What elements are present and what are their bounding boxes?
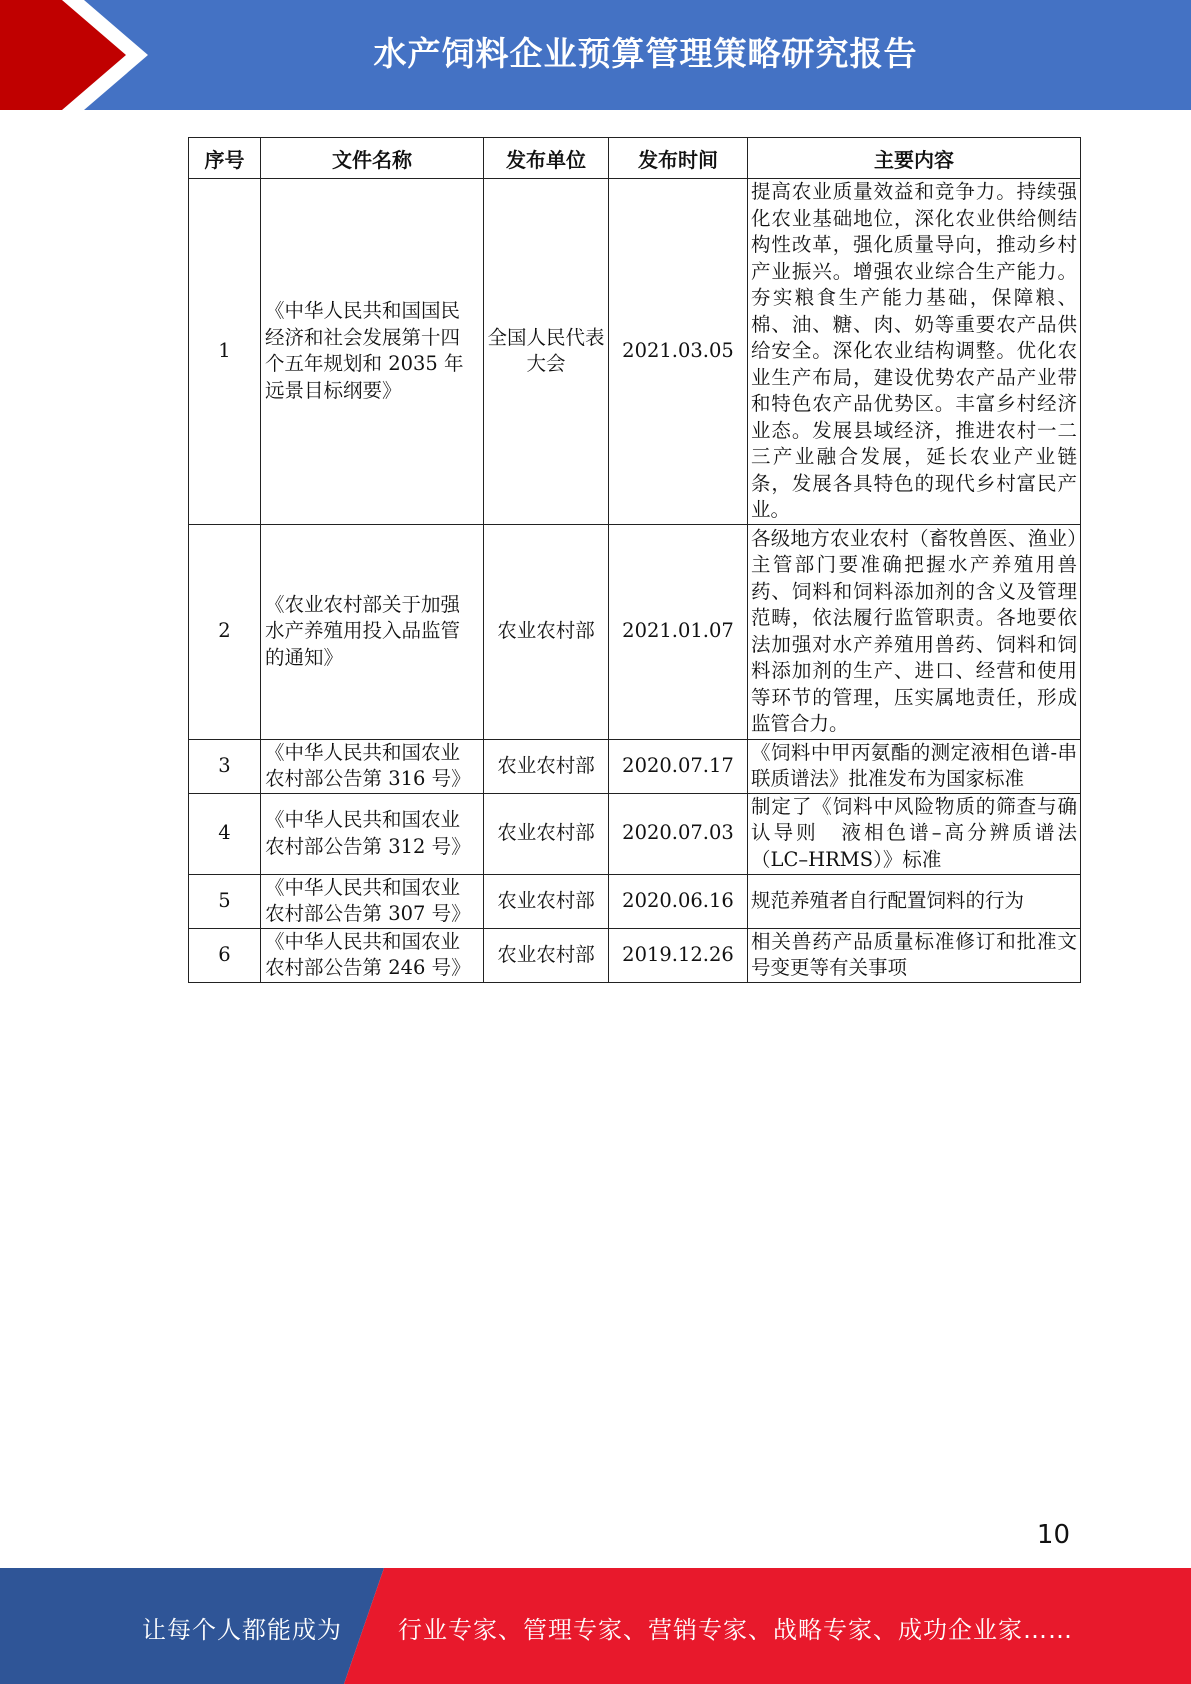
page-footer (0, 1568, 1191, 1684)
footer-slogan-left: 让每个人都能成为 (142, 1616, 342, 1644)
table-row (189, 524, 1081, 739)
policy-table-container (188, 137, 1080, 983)
document-name: 《中华人民共和国农业农村部公告第 246 号》 (261, 928, 484, 982)
column-header-name: 文件名称 (261, 138, 484, 179)
main-content: 制定了《饲料中风险物质的筛查与确认导则 液相色谱–高分辨质谱法（LC–HRMS）》标准 (748, 793, 1081, 874)
issuing-unit: 全国人民代表大会 (484, 179, 609, 525)
issuing-unit: 农业农村部 (484, 793, 609, 874)
issue-date: 2021.01.07 (609, 524, 748, 739)
column-header-content: 主要内容 (748, 138, 1081, 179)
main-content: 相关兽药产品质量标准修订和批准文号变更等有关事项 (748, 928, 1081, 982)
column-header-unit: 发布单位 (484, 138, 609, 179)
document-name: 《中华人民共和国农业农村部公告第 307 号》 (261, 874, 484, 928)
table-row (189, 179, 1081, 525)
document-name: 《中华人民共和国农业农村部公告第 316 号》 (261, 739, 484, 793)
issuing-unit: 农业农村部 (484, 524, 609, 739)
page-number: 10 (1036, 1520, 1070, 1550)
table-row (189, 793, 1081, 874)
page-header (0, 0, 1191, 110)
main-content: 各级地方农业农村（畜牧兽医、渔业）主管部门要准确把握水产养殖用兽药、饲料和饲料添加剂的含义及管理范畴，依法履行监管职责。各地要依法加强对水产养殖用兽药、饲料和饲料添加剂的生产、进口、经营和使用等环节的管理，压实属地责任，形成监管合力。 (748, 524, 1081, 739)
document-name: 《中华人民共和国农业农村部公告第 312 号》 (261, 793, 484, 874)
column-header-date: 发布时间 (609, 138, 748, 179)
row-number: 3 (189, 739, 261, 793)
report-title: 水产饲料企业预算管理策略研究报告 (373, 34, 918, 73)
table-row (189, 928, 1081, 982)
issue-date: 2020.06.16 (609, 874, 748, 928)
main-content: 规范养殖者自行配置饲料的行为 (748, 874, 1081, 928)
document-name: 《中华人民共和国国民经济和社会发展第十四个五年规划和 2035 年远景目标纲要》 (261, 179, 484, 525)
row-number: 1 (189, 179, 261, 525)
footer-slogan-right: 行业专家、管理专家、营销专家、战略专家、成功企业家…… (398, 1616, 1073, 1644)
table-row (189, 739, 1081, 793)
table-header-row (189, 138, 1081, 179)
issue-date: 2020.07.03 (609, 793, 748, 874)
issuing-unit: 农业农村部 (484, 928, 609, 982)
document-name: 《农业农村部关于加强水产养殖用投入品监管的通知》 (261, 524, 484, 739)
issue-date: 2020.07.17 (609, 739, 748, 793)
column-header-number: 序号 (189, 138, 261, 179)
policy-table (188, 137, 1081, 983)
row-number: 6 (189, 928, 261, 982)
issuing-unit: 农业农村部 (484, 874, 609, 928)
table-row (189, 874, 1081, 928)
row-number: 4 (189, 793, 261, 874)
issue-date: 2019.12.26 (609, 928, 748, 982)
row-number: 5 (189, 874, 261, 928)
row-number: 2 (189, 524, 261, 739)
issue-date: 2021.03.05 (609, 179, 748, 525)
main-content: 提高农业质量效益和竞争力。持续强化农业基础地位，深化农业供给侧结构性改革，强化质量导向，推动乡村产业振兴。增强农业综合生产能力。夯实粮食生产能力基础，保障粮、棉、油、糖、肉、奶等重要农产品供给安全。深化农业结构调整。优化农业生产布局，建设优势农产品产业带和特色农产品优势区。丰富乡村经济业态。发展县域经济，推进农村一二三产业融合发展，延长农业产业链条，发展各具特色的现代乡村富民产业。 (748, 179, 1081, 525)
issuing-unit: 农业农村部 (484, 739, 609, 793)
main-content: 《饲料中甲丙氨酯的测定液相色谱-串联质谱法》批准发布为国家标准 (748, 739, 1081, 793)
